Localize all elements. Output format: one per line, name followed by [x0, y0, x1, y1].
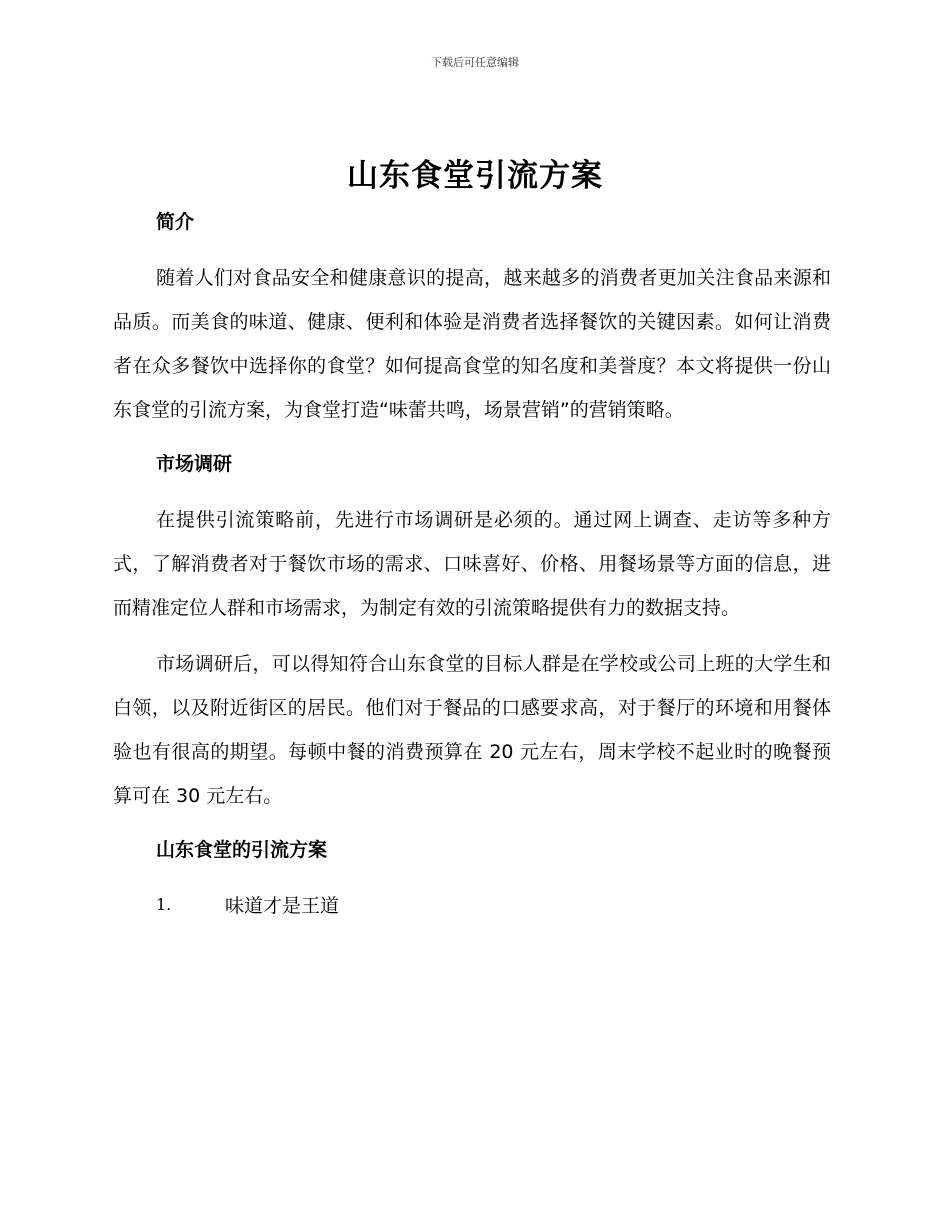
- market-research-paragraph-1: 在提供引流策略前，先进行市场调研是必须的。通过网上调查、走访等多种方式，了解消费者对于餐饮市场的需求、口味喜好、价格、用餐场景等方面的信息，进而精准定位人群和市场需求，为制定有效的引流策略提供有力的数据支持。: [113, 509, 831, 619]
- section-heading-plan: 山东食堂的引流方案: [156, 839, 328, 861]
- list-item: [113, 884, 831, 924]
- header-note: 下载后可任意编辑: [431, 56, 519, 69]
- list-item-text: 味道才是王道: [225, 894, 340, 917]
- market-research-paragraph-2: 市场调研后，可以得知符合山东食堂的目标人群是在学校或公司上班的大学生和白领，以及附近街区的居民。他们对于餐品的口感要求高，对于餐厅的环境和用餐体验也有很高的期望。每顿中餐的消费预算在 20 元左右，周末学校不起业时的晚餐预算可在 30 元左右。: [113, 653, 831, 807]
- list-item-number: 1.: [156, 894, 172, 914]
- section-heading-market-research: 市场调研: [156, 453, 233, 475]
- section-heading-intro: 简介: [156, 211, 195, 233]
- document-title: 山东食堂引流方案: [347, 158, 603, 194]
- document-body: [113, 202, 831, 924]
- intro-paragraph: 随着人们对食品安全和健康意识的提高，越来越多的消费者更加关注食品来源和品质。而美食的味道、健康、便利和体验是消费者选择餐饮的关键因素。如何让消费者在众多餐饮中选择你的食堂？如何提高食堂的知名度和美誉度？本文将提供一份山东食堂的引流方案，为食堂打造“味蕾共鸣，场景营销”的营销策略。: [113, 267, 831, 421]
